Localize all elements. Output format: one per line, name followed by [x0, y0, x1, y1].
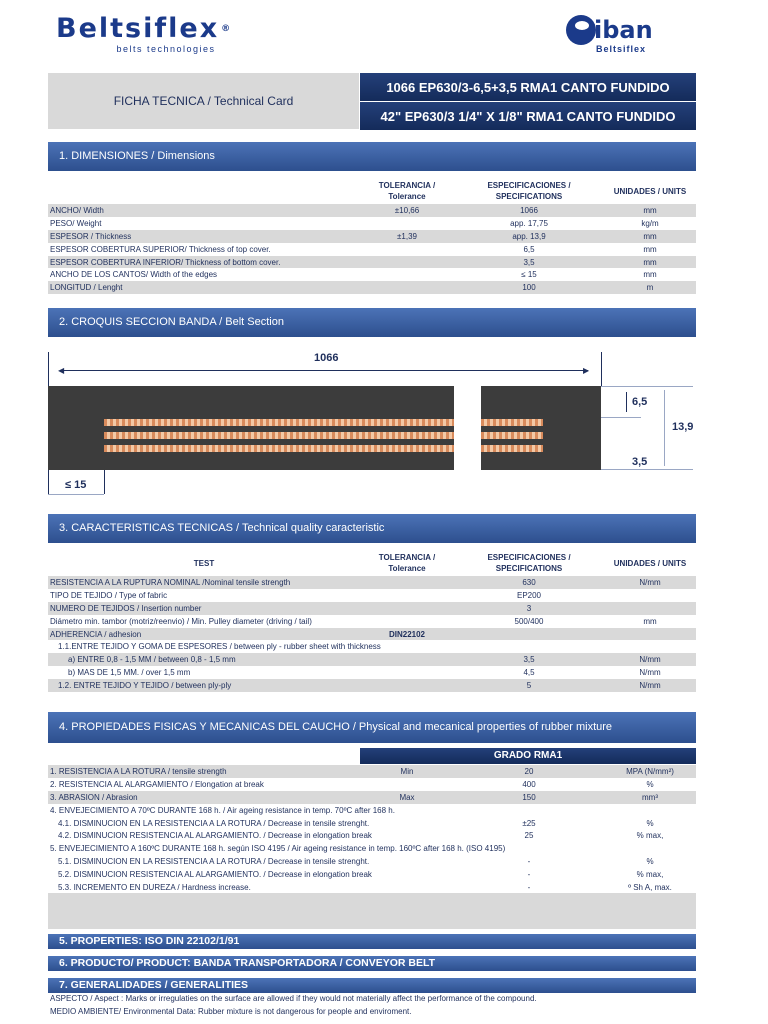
tolerance-header-2: TOLERANCIA / Tolerance [378, 553, 436, 573]
logo-brand: Beltsiflex [56, 13, 220, 44]
units-header-2: UNIDADES / UNITS [613, 558, 687, 568]
dimension-tol-cell: ±10,66 [360, 204, 454, 217]
technical-spec-cell: 4,5 [523, 668, 535, 678]
siban-s-icon [566, 15, 596, 45]
spec-header-2: ESPECIFICACIONES / SPECIFICATIONS [487, 553, 571, 573]
rubber-spec-cell: 400 [522, 779, 536, 789]
siban-logo [562, 14, 692, 58]
rubber-row [48, 804, 696, 817]
dimension-unit-cell: mm [604, 256, 696, 269]
rubber-tol-cell: Max [360, 791, 454, 804]
rubber-row [48, 778, 696, 791]
spec-header: ESPECIFICACIONES / SPECIFICATIONS [487, 181, 571, 201]
rubber-tol-cell [360, 855, 454, 868]
technical-row [48, 679, 696, 692]
technical-label-cell: TIPO DE TEJIDO / Type of fabric [50, 590, 168, 600]
dimension-unit-cell: mm [643, 244, 657, 254]
ply-3-right [481, 445, 543, 452]
rubber-row [48, 829, 696, 842]
technical-row [48, 602, 696, 615]
dimension-spec-cell: 1066 [454, 204, 604, 217]
technical-row [48, 628, 696, 641]
technical-label-cell: b) MAS DE 1,5 MM. / over 1,5 mm [68, 668, 191, 678]
edge-tick-left [48, 470, 49, 494]
rubber-spec-cell: 150 [454, 791, 604, 804]
section-generalities-bar: 7. GENERALIDADES / GENERALITIES [48, 978, 696, 993]
logo-tagline: belts technologies [116, 44, 216, 54]
dimension-row [48, 204, 696, 217]
technical-unit-cell: N/mm [639, 668, 661, 678]
edge-width-label: ≤ 15 [65, 479, 87, 491]
rubber-unit-cell: º Sh A, max. [628, 882, 672, 892]
technical-row [48, 589, 696, 602]
rubber-unit-cell: MPA (N/mm²) [604, 765, 696, 778]
registered-mark: ® [221, 24, 233, 34]
rubber-spec-cell: - [527, 882, 531, 892]
rubber-unit-cell: % max, [636, 831, 664, 841]
environment-note: MEDIO AMBIENTE/ Environmental Data: Rubber mixture is not dangerous for people and enviroment. [50, 1007, 412, 1016]
rubber-label-cell: 5.1. DISMINUCION EN LA RESISTENCIA A LA ROTURA / Decrease in tensile strenght. [58, 857, 370, 867]
dimension-row [48, 217, 696, 230]
rubber-tol-cell [360, 817, 454, 830]
technical-unit-cell: N/mm [604, 576, 696, 589]
rubber-unit-cell [604, 804, 696, 817]
dimension-row [48, 230, 696, 243]
rubber-tol-cell [360, 868, 454, 881]
dimension-unit-cell: kg/m [641, 218, 659, 228]
dimension-label-cell: PESO/ Weight [50, 218, 102, 228]
top-cover-label: 6,5 [632, 396, 648, 408]
technical-spec-cell: 500/400 [514, 616, 544, 626]
tolerance-header: TOLERANCIA / Tolerance [378, 181, 436, 201]
edge-dim-line [48, 494, 104, 495]
rubber-label-cell: 5.2. DISMINUCION RESISTENCIA AL ALARGAMIENTO. / Decrease in elongation break [58, 870, 372, 880]
dimension-tol-cell: ±1,39 [360, 230, 454, 243]
technical-label-cell: NUMERO DE TEJIDOS / Insertion number [48, 602, 360, 615]
technical-unit-cell: N/mm [604, 653, 696, 666]
siban-sub: Beltsiflex [596, 44, 647, 54]
rubber-tol-cell: Min [360, 765, 454, 778]
dimension-tol-cell [360, 268, 454, 281]
technical-unit-cell [604, 628, 696, 641]
rubber-label-cell: 5. ENVEJECIMIENTO A 160ºC DURANTE 168 h. según ISO 4195 / Air ageing resistance in temp. 160ºC after 168 h. (ISO 4195) [50, 844, 506, 854]
product-code-line1: 1066 EP630/3-6,5+3,5 RMA1 CANTO FUNDIDO [360, 73, 696, 101]
product-code-line2: 42" EP630/3 1/4" X 1/8" RMA1 CANTO FUNDIDO [360, 102, 696, 130]
siban-brand: iban [594, 16, 653, 44]
technical-unit-cell [604, 602, 696, 615]
ply-2 [104, 432, 454, 439]
technical-spec-cell: 5 [454, 679, 604, 692]
arrow-right-icon: ▶ [583, 366, 590, 375]
rubber-label-cell: 4.2. DISMINUCION RESISTENCIA AL ALARGAMIENTO. / Decrease in elongation break [58, 831, 372, 841]
dimension-spec-cell: app. 17,75 [510, 218, 548, 228]
dimension-label-cell: ESPESOR COBERTURA SUPERIOR/ Thickness of top cover. [50, 244, 271, 254]
dimension-label-cell: ESPESOR / Thickness [48, 230, 360, 243]
total-thickness-label: 13,9 [672, 421, 694, 433]
ply-3 [104, 445, 454, 452]
section-rubber-header: 4. PROPIEDADES FISICAS Y MECANICAS DEL CAUCHO / Physical and mecanical properties of rubber mixture [48, 712, 696, 743]
rubber-tol-cell [360, 829, 454, 842]
technical-label-cell: 1.2. ENTRE TEJIDO Y TEJIDO / between ply-ply [48, 679, 360, 692]
dimension-row [48, 281, 696, 294]
belt-width-label: 1066 [314, 352, 339, 364]
rubber-spec-cell: 20 [454, 765, 604, 778]
technical-tol-cell [360, 589, 454, 602]
dimension-tol-cell [360, 217, 454, 230]
section-properties-bar: 5. PROPERTIES: ISO DIN 22102/1/91 [48, 934, 696, 949]
rubber-spec-cell: - [527, 870, 531, 880]
top-cover-dim-line [626, 392, 627, 412]
arrow-left-icon: ◀ [58, 366, 65, 375]
dimension-unit-cell: mm [643, 270, 657, 280]
technical-spec-cell: EP200 [516, 590, 542, 600]
technical-tol-cell [360, 653, 454, 666]
section-dimensions-header: 1. DIMENSIONES / Dimensions [48, 142, 696, 171]
bottom-cover-label: 3,5 [632, 456, 648, 468]
technical-table [48, 550, 696, 692]
section-belt-section-header: 2. CROQUIS SECCION BANDA / Belt Section [48, 308, 696, 337]
dimension-tol-cell [360, 243, 454, 256]
dim-tick-right [601, 352, 602, 386]
dimension-unit-cell: m [604, 281, 696, 294]
rubber-unit-cell: % [646, 818, 654, 828]
dimension-tol-cell [360, 281, 454, 294]
technical-tol-cell [360, 602, 454, 615]
ply-2-right [481, 432, 543, 439]
technical-label-cell: RESISTENCIA A LA RUPTURA NOMINAL /Nominal tensile strength [48, 576, 360, 589]
technical-tol-cell [360, 679, 454, 692]
units-header: UNIDADES / UNITS [613, 186, 687, 196]
rubber-tol-cell [360, 881, 454, 894]
rubber-label-cell: 3. ABRASION / Abrasion [48, 791, 360, 804]
belt-left-part [48, 386, 454, 470]
rubber-row [48, 817, 696, 830]
rubber-spec-cell: - [527, 857, 531, 867]
edge-tick [104, 470, 105, 494]
blank-gray-area [48, 893, 696, 929]
belt-right-part [481, 386, 601, 470]
technical-spec-cell: 3,5 [454, 653, 604, 666]
technical-tol-cell [360, 666, 454, 679]
technical-row [48, 666, 696, 679]
aspect-note: ASPECTO / Aspect : Marks or irregulaties on the surface are allowed if they would not materially affect the performance of the compound. [50, 994, 537, 1003]
technical-spec-cell [454, 640, 604, 653]
technical-label-cell: Diámetro min. tambor (motriz/reenvio) / Min. Pulley diameter (driving / tail) [50, 616, 312, 626]
width-dimension-line [60, 370, 588, 371]
technical-unit-cell: mm [643, 616, 657, 626]
rubber-tol-cell [360, 778, 454, 791]
rubber-row [48, 765, 696, 778]
rubber-row [48, 868, 696, 881]
ply-1 [104, 419, 454, 426]
rubber-label-cell: 4. ENVEJECIMIENTO A 70ºC DURANTE 168 h. / Air ageing resistance in temp. 70ºC after 168 h. [50, 805, 395, 815]
rubber-unit-cell: % [646, 857, 654, 867]
dimension-spec-cell: app. 13,9 [454, 230, 604, 243]
rubber-row [48, 842, 696, 855]
ply-1-right [481, 419, 543, 426]
technical-tol-cell [360, 615, 454, 628]
section-technical-header: 3. CARACTERISTICAS TECNICAS / Technical quality caracteristic [48, 514, 696, 543]
technical-row [48, 640, 696, 653]
rubber-unit-cell: mm³ [604, 791, 696, 804]
rubber-spec-cell [454, 804, 604, 817]
technical-row [48, 576, 696, 589]
rubber-unit-cell: % [646, 779, 654, 789]
dim-tick-left [48, 352, 49, 386]
rubber-unit-cell: % max, [636, 870, 664, 880]
rubber-row [48, 881, 696, 894]
dimension-label-cell: ANCHO/ Width [48, 204, 360, 217]
beltsiflex-logo [56, 14, 266, 64]
rubber-unit-cell [604, 842, 696, 855]
rubber-spec-cell: 25 [524, 831, 534, 841]
technical-unit-cell [604, 589, 696, 602]
dimension-unit-cell: mm [604, 230, 696, 243]
dimension-row [48, 243, 696, 256]
test-header: TEST [193, 558, 215, 568]
dimension-spec-cell: 100 [454, 281, 604, 294]
technical-row [48, 615, 696, 628]
technical-tol-cell [360, 576, 454, 589]
dimension-spec-cell: 3,5 [454, 256, 604, 269]
dimension-unit-cell: mm [604, 204, 696, 217]
card-title: FICHA TECNICA / Technical Card [48, 73, 359, 129]
total-dim-line [664, 390, 665, 466]
rubber-table [48, 765, 696, 894]
technical-tol-cell: DIN22102 [360, 628, 454, 641]
rubber-label-cell: 2. RESISTENCIA AL ALARGAMIENTO / Elongation at break [50, 779, 264, 789]
section-product-bar: 6. PRODUCTO/ PRODUCT: BANDA TRANSPORTADORA / CONVEYOR BELT [48, 956, 696, 971]
dimension-row [48, 268, 696, 281]
dimension-tol-cell [360, 256, 454, 269]
dimension-label-cell: LONGITUD / Lenght [48, 281, 360, 294]
technical-label-cell: 1.1.ENTRE TEJIDO Y GOMA DE ESPESORES / between ply - rubber sheet with thickness [58, 642, 381, 652]
technical-unit-cell [604, 640, 696, 653]
technical-row [48, 653, 696, 666]
bottom-extension-line [601, 469, 693, 470]
dimension-label-cell: ESPESOR COBERTURA INFERIOR/ Thickness of bottom cover. [48, 256, 360, 269]
rubber-row [48, 791, 696, 804]
rubber-spec-cell: ±25 [522, 818, 536, 828]
top-extension-line [601, 386, 693, 387]
technical-label-cell: a) ENTRE 0,8 - 1,5 MM / between 0,8 - 1,5 mm [48, 653, 360, 666]
dimension-spec-cell: ≤ 15 [521, 270, 537, 280]
dimensions-table [48, 178, 696, 294]
ply-extension-line [601, 417, 641, 418]
technical-spec-cell: 630 [454, 576, 604, 589]
rubber-label-cell: 5.3. INCREMENTO EN DUREZA / Hardness increase. [58, 882, 251, 892]
dimension-row [48, 256, 696, 269]
technical-spec-cell: 3 [454, 602, 604, 615]
rubber-grade-header: GRADO RMA1 [360, 748, 696, 764]
rubber-label-cell: 4.1. DISMINUCION EN LA RESISTENCIA A LA ROTURA / Decrease in tensile strenght. [58, 818, 370, 828]
technical-unit-cell: N/mm [604, 679, 696, 692]
dimension-spec-cell: 6,5 [523, 244, 535, 254]
technical-spec-cell [454, 628, 604, 641]
rubber-label-cell: 1. RESISTENCIA A LA ROTURA / tensile strength [48, 765, 360, 778]
technical-label-cell: ADHERENCIA / adhesion [48, 628, 360, 641]
dimension-label-cell: ANCHO DE LOS CANTOS/ Width of the edges [50, 270, 218, 280]
rubber-row [48, 855, 696, 868]
